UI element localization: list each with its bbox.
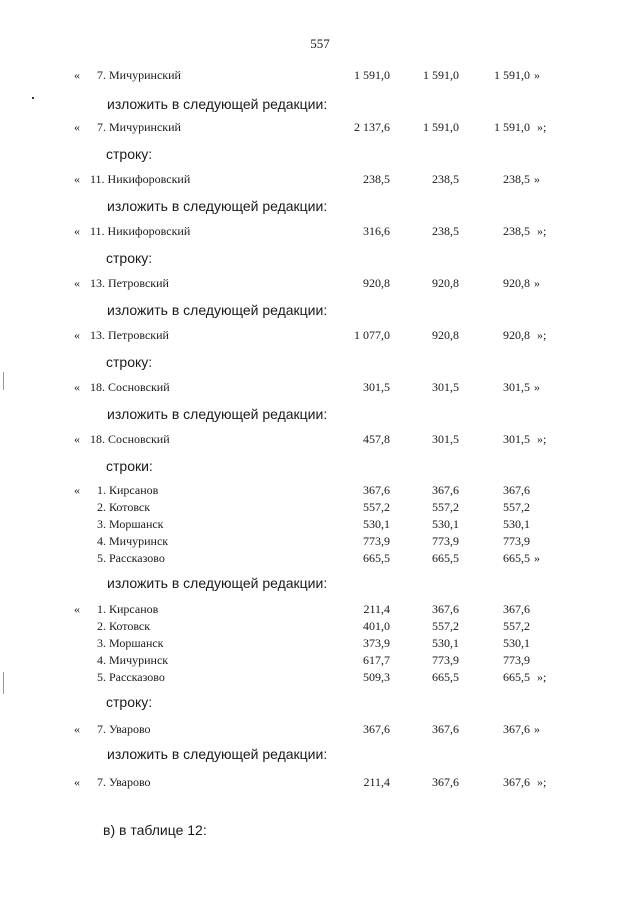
value-col-2: 1 591,0 bbox=[423, 68, 459, 82]
table-row bbox=[0, 432, 640, 448]
table-row bbox=[0, 653, 640, 669]
instruction-text: строки: bbox=[106, 458, 153, 474]
scan-edge-mark bbox=[3, 372, 4, 390]
instruction-text: строку: bbox=[106, 354, 153, 370]
open-quote: « bbox=[74, 224, 80, 238]
value-col-2: 920,8 bbox=[432, 328, 459, 342]
final-paragraph: в) в таблице 12: bbox=[103, 822, 207, 838]
table-row bbox=[0, 517, 640, 533]
value-col-2: 773,9 bbox=[432, 653, 459, 667]
district-name: 7. Мичуринский bbox=[97, 68, 181, 82]
district-name: 1. Кирсанов bbox=[97, 483, 159, 497]
district-name: 4. Мичуринск bbox=[97, 534, 169, 548]
value-col-2: 530,1 bbox=[432, 636, 459, 650]
value-col-1: 1 591,0 bbox=[354, 68, 390, 82]
value-col-3: 665,5 bbox=[503, 670, 530, 684]
close-quote: »; bbox=[537, 328, 547, 342]
table-row bbox=[0, 636, 640, 652]
open-quote: « bbox=[74, 120, 80, 134]
open-quote: « bbox=[74, 602, 80, 616]
district-name: 3. Моршанск bbox=[97, 517, 164, 531]
open-quote: « bbox=[74, 432, 80, 446]
table-row bbox=[0, 172, 640, 188]
value-col-1: 1 077,0 bbox=[354, 328, 390, 342]
table-row bbox=[0, 775, 640, 791]
close-quote: »; bbox=[537, 224, 547, 238]
district-name: 7. Мичуринский bbox=[97, 120, 181, 134]
page-number: 557 bbox=[310, 36, 330, 51]
table-row bbox=[0, 670, 640, 686]
value-col-2: 557,2 bbox=[432, 500, 459, 514]
instruction-text: изложить в следующей редакции: bbox=[107, 302, 328, 318]
value-col-1: 367,6 bbox=[363, 483, 390, 497]
value-col-3: 530,1 bbox=[503, 517, 530, 531]
table-row bbox=[0, 483, 640, 499]
value-col-3: 301,5 bbox=[503, 380, 530, 394]
district-name: 11. Никифоровский bbox=[90, 224, 191, 238]
instruction-text: изложить в следующей редакции: bbox=[107, 96, 328, 112]
close-quote: »; bbox=[537, 432, 547, 446]
instruction-text: изложить в следующей редакции: bbox=[107, 198, 328, 214]
close-quote: » bbox=[534, 172, 540, 186]
instruction-text: изложить в следующей редакции: bbox=[107, 746, 328, 762]
table-row bbox=[0, 722, 640, 738]
value-col-1: 211,4 bbox=[363, 775, 390, 789]
district-name: 13. Петровский bbox=[90, 276, 169, 290]
open-quote: « bbox=[74, 276, 80, 290]
value-col-3: 367,6 bbox=[503, 602, 530, 616]
value-col-3: 301,5 bbox=[503, 432, 530, 446]
value-col-1: 530,1 bbox=[363, 517, 390, 531]
value-col-3: 665,5 bbox=[503, 551, 530, 565]
scan-speck bbox=[32, 97, 34, 99]
value-col-2: 301,5 bbox=[432, 432, 459, 446]
close-quote: »; bbox=[537, 775, 547, 789]
table-row bbox=[0, 602, 640, 618]
value-col-3: 238,5 bbox=[503, 172, 530, 186]
district-name: 11. Никифоровский bbox=[90, 172, 191, 186]
scan-edge-mark bbox=[3, 672, 4, 694]
table-row bbox=[0, 534, 640, 550]
district-name: 18. Сосновский bbox=[90, 380, 170, 394]
value-col-3: 557,2 bbox=[503, 500, 530, 514]
close-quote: » bbox=[534, 68, 540, 82]
value-col-3: 367,6 bbox=[503, 483, 530, 497]
value-col-1: 401,0 bbox=[363, 619, 390, 633]
instruction-text: строку: bbox=[106, 694, 153, 710]
open-quote: « bbox=[74, 172, 80, 186]
value-col-3: 920,8 bbox=[503, 328, 530, 342]
value-col-2: 367,6 bbox=[432, 775, 459, 789]
value-col-1: 211,4 bbox=[363, 602, 390, 616]
value-col-2: 1 591,0 bbox=[423, 120, 459, 134]
value-col-3: 238,5 bbox=[503, 224, 530, 238]
district-name: 3. Моршанск bbox=[97, 636, 164, 650]
district-name: 5. Рассказово bbox=[97, 551, 165, 565]
table-row bbox=[0, 551, 640, 567]
value-col-2: 238,5 bbox=[432, 172, 459, 186]
table-row bbox=[0, 68, 640, 84]
district-name: 4. Мичуринск bbox=[97, 653, 169, 667]
instruction-text: изложить в следующей редакции: bbox=[107, 406, 328, 422]
value-col-3: 367,6 bbox=[503, 775, 530, 789]
value-col-1: 665,5 bbox=[363, 551, 390, 565]
value-col-2: 367,6 bbox=[432, 483, 459, 497]
district-name: 5. Рассказово bbox=[97, 670, 165, 684]
value-col-1: 238,5 bbox=[363, 172, 390, 186]
close-quote: »; bbox=[537, 120, 547, 134]
value-col-2: 665,5 bbox=[432, 670, 459, 684]
district-name: 7. Уварово bbox=[97, 775, 151, 789]
value-col-1: 509,3 bbox=[363, 670, 390, 684]
value-col-3: 367,6 bbox=[503, 722, 530, 736]
value-col-1: 557,2 bbox=[363, 500, 390, 514]
open-quote: « bbox=[74, 68, 80, 82]
value-col-1: 920,8 bbox=[363, 276, 390, 290]
table-row bbox=[0, 276, 640, 292]
value-col-3: 773,9 bbox=[503, 534, 530, 548]
instruction-text: строку: bbox=[106, 146, 153, 162]
table-row bbox=[0, 328, 640, 344]
value-col-2: 530,1 bbox=[432, 517, 459, 531]
open-quote: « bbox=[74, 328, 80, 342]
close-quote: » bbox=[534, 380, 540, 394]
district-name: 1. Кирсанов bbox=[97, 602, 159, 616]
open-quote: « bbox=[74, 380, 80, 394]
table-row bbox=[0, 120, 640, 136]
value-col-1: 2 137,6 bbox=[354, 120, 390, 134]
district-name: 18. Сосновский bbox=[90, 432, 170, 446]
value-col-3: 920,8 bbox=[503, 276, 530, 290]
district-name: 2. Котовск bbox=[97, 619, 151, 633]
value-col-3: 773,9 bbox=[503, 653, 530, 667]
table-row bbox=[0, 224, 640, 240]
value-col-1: 373,9 bbox=[363, 636, 390, 650]
value-col-1: 773,9 bbox=[363, 534, 390, 548]
table-row bbox=[0, 500, 640, 516]
district-name: 2. Котовск bbox=[97, 500, 151, 514]
value-col-1: 316,6 bbox=[363, 224, 390, 238]
open-quote: « bbox=[74, 483, 80, 497]
instruction-text: изложить в следующей редакции: bbox=[107, 575, 328, 591]
close-quote: »; bbox=[537, 670, 547, 684]
district-name: 13. Петровский bbox=[90, 328, 169, 342]
value-col-3: 530,1 bbox=[503, 636, 530, 650]
table-row bbox=[0, 380, 640, 396]
value-col-3: 1 591,0 bbox=[494, 68, 530, 82]
instruction-text: строку: bbox=[106, 250, 153, 266]
value-col-2: 665,5 bbox=[432, 551, 459, 565]
value-col-1: 301,5 bbox=[363, 380, 390, 394]
close-quote: » bbox=[534, 276, 540, 290]
close-quote: » bbox=[534, 551, 540, 565]
value-col-2: 367,6 bbox=[432, 602, 459, 616]
value-col-2: 367,6 bbox=[432, 722, 459, 736]
value-col-2: 238,5 bbox=[432, 224, 459, 238]
close-quote: » bbox=[534, 722, 540, 736]
value-col-3: 557,2 bbox=[503, 619, 530, 633]
value-col-2: 773,9 bbox=[432, 534, 459, 548]
value-col-2: 920,8 bbox=[432, 276, 459, 290]
open-quote: « bbox=[74, 722, 80, 736]
value-col-1: 617,7 bbox=[363, 653, 390, 667]
open-quote: « bbox=[74, 775, 80, 789]
table-row bbox=[0, 619, 640, 635]
district-name: 7. Уварово bbox=[97, 722, 151, 736]
value-col-2: 301,5 bbox=[432, 380, 459, 394]
value-col-1: 457,8 bbox=[363, 432, 390, 446]
value-col-1: 367,6 bbox=[363, 722, 390, 736]
value-col-2: 557,2 bbox=[432, 619, 459, 633]
value-col-3: 1 591,0 bbox=[494, 120, 530, 134]
